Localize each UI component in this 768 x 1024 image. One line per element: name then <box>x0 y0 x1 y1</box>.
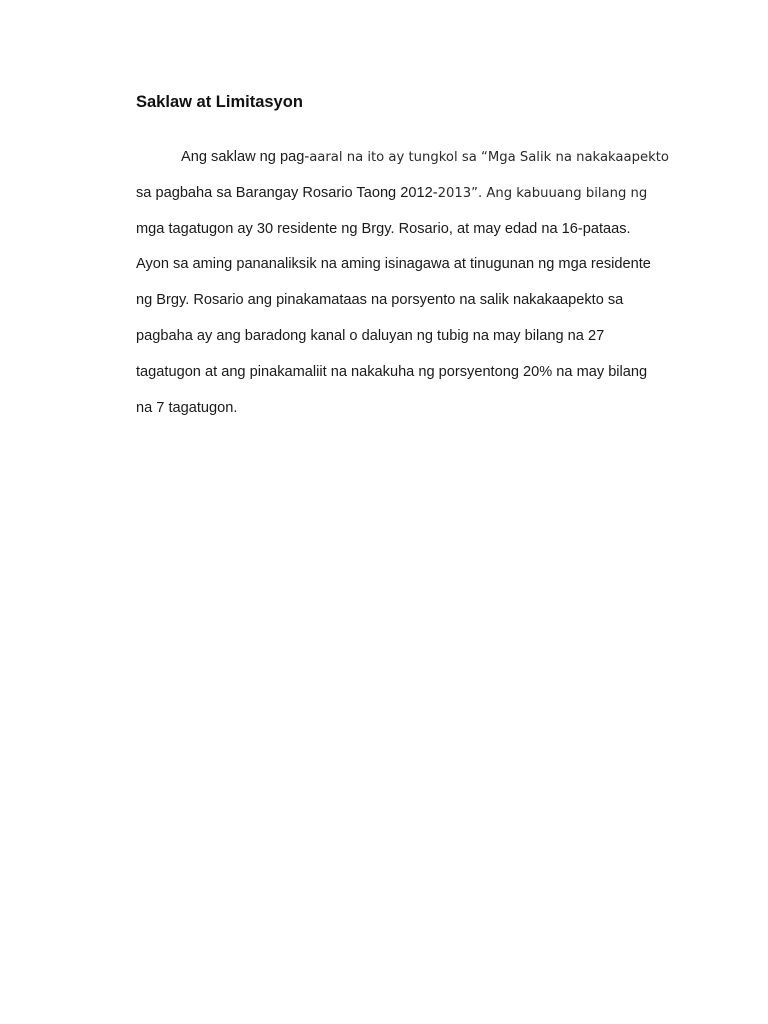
line-1-text: Ang saklaw ng pag- <box>181 149 310 165</box>
line-1-text-alt: aaral na ito ay tungkol sa “Mga Salik na nakakaapekto <box>309 150 669 165</box>
line-3-text: mga tagatugon ay 30 residente ng Brgy. Rosario, at may edad na 16-pataas. <box>136 220 631 237</box>
section-heading: Saklaw at Limitasyon <box>136 93 303 111</box>
paragraph-line-3 <box>136 212 696 248</box>
line-2-text: sa pagbaha sa Barangay Rosario Taong 2012- <box>136 184 438 201</box>
line-4-text: Ayon sa aming pananaliksik na aming isinagawa at tinugunan ng mga residente <box>136 256 651 273</box>
paragraph-line-7 <box>136 355 696 391</box>
paragraph-line-5 <box>136 283 696 319</box>
paragraph-line-4 <box>136 247 696 283</box>
paragraph-line-2 <box>136 176 696 212</box>
line-7-text: tagatugon at ang pinakamaliit na nakakuha ng porsyentong 20% na may bilang <box>136 363 648 380</box>
paragraph-line-8 <box>136 391 696 427</box>
paragraph-line-6 <box>136 319 696 355</box>
body-paragraph <box>136 140 696 426</box>
paragraph-line-1 <box>136 140 696 176</box>
line-8-text: na 7 tagatugon. <box>136 399 238 416</box>
line-6-text: pagbaha ay ang baradong kanal o daluyan ng tubig na may bilang na 27 <box>136 327 605 344</box>
line-5-text: ng Brgy. Rosario ang pinakamataas na porsyento na salik nakakaapekto sa <box>136 292 624 309</box>
line-2-text-alt: 2013”. Ang kabuuang bilang ng <box>437 185 648 201</box>
